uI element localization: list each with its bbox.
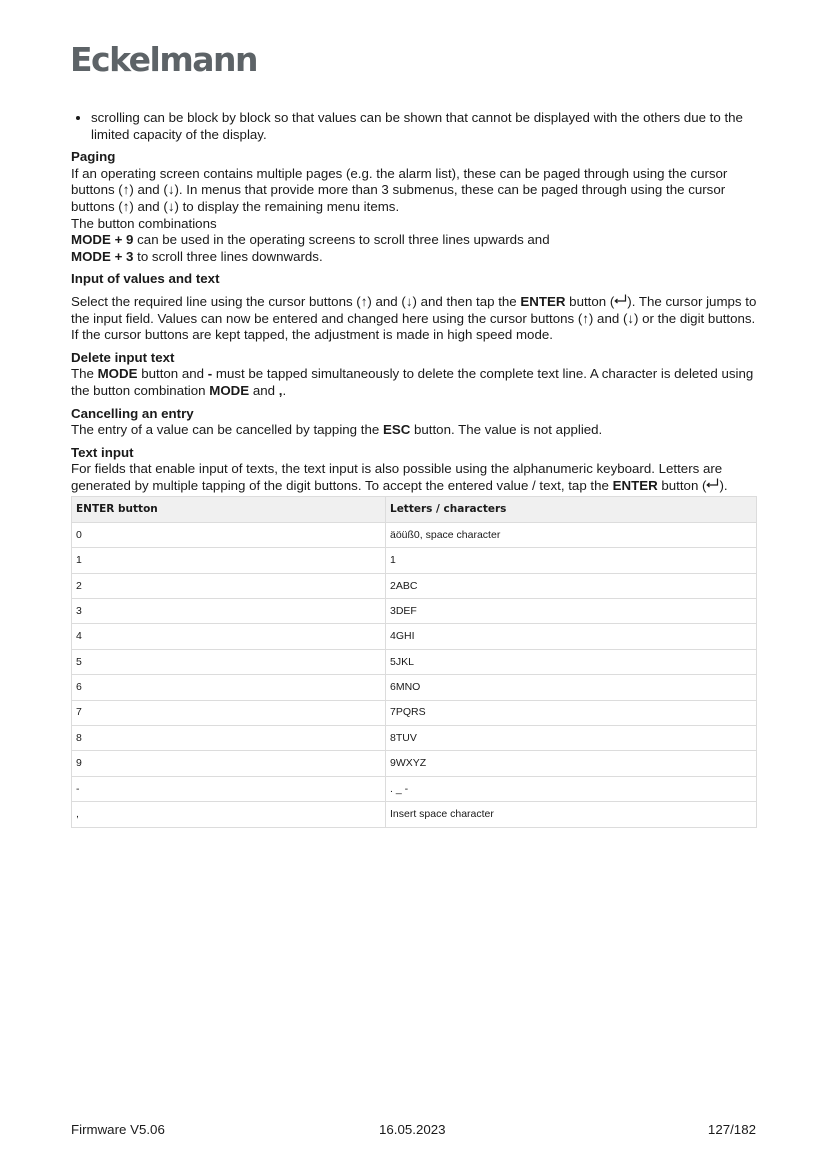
footer-firmware-version: Firmware V5.06 [71, 1122, 165, 1137]
delete-text-e: . [282, 382, 287, 398]
cancel-text-a: The entry of a value can be cancelled by tapping the [71, 422, 383, 438]
text-input-c: ). [719, 477, 728, 493]
table-row [72, 675, 757, 700]
table-cell: Insert space character [386, 802, 757, 827]
text-input-b: button ( [657, 477, 707, 493]
input-text-b: button ( [565, 293, 615, 309]
paging-combo-up [71, 232, 757, 249]
paging-combo-down [71, 249, 757, 266]
table-row [72, 573, 757, 598]
delete-text-b: button and [137, 366, 208, 382]
bullet-list [71, 110, 757, 143]
delete-mode-label-2: MODE [209, 382, 250, 398]
delete-input-text [71, 366, 757, 399]
table-row [72, 776, 757, 801]
table-cell: 7 [72, 700, 386, 725]
table-cell: , [72, 802, 386, 827]
table-cell: 3 [72, 599, 386, 624]
esc-label: ESC [382, 422, 411, 438]
cancel-text-b: button. The value is not applied. [410, 422, 603, 438]
paging-heading: Paging [71, 149, 116, 165]
table-row [72, 802, 757, 827]
table-row [72, 649, 757, 674]
input-values-text [71, 294, 757, 327]
list-item: • scrolling can be block by block so that values can be shown that cannot be displayed with the others due to the limited capacity of the display. [91, 110, 757, 143]
table-cell: 1 [72, 548, 386, 573]
delete-text-c: must be tapped simultaneously to delete the complete text line. A character is deleted using the button combination [71, 366, 754, 398]
input-values-heading: Input of values and text [71, 271, 220, 287]
table-cell: 2 [72, 573, 386, 598]
high-speed-text: If the cursor buttons are kept tapped, the adjustment is made in high speed mode. [71, 327, 553, 343]
table-cell: 9WXYZ [386, 751, 757, 776]
table-row [72, 725, 757, 750]
enter-label-2: ENTER [612, 477, 658, 493]
delete-text-d: and [249, 382, 279, 398]
table-cell: 4GHI [386, 624, 757, 649]
combo-mode-9: MODE + 9 [71, 232, 134, 248]
delete-comma-label: , [278, 382, 283, 398]
text-input-text [71, 461, 757, 494]
enter-key-icon [706, 478, 719, 489]
cancel-entry-heading: Cancelling an entry [71, 405, 194, 421]
table-cell: 1 [386, 548, 757, 573]
column-header-letters: Letters / characters [386, 497, 757, 522]
table-cell: 5 [72, 649, 386, 674]
footer-date: 16.05.2023 [379, 1122, 446, 1137]
table-cell: - [72, 776, 386, 801]
delete-text-a: The [71, 366, 98, 382]
paging-combinations-text: The button combinations [71, 215, 217, 231]
column-header-enter-button: ENTER button [72, 497, 386, 522]
table-row [72, 700, 757, 725]
table-cell: 5JKL [386, 649, 757, 674]
table-row [72, 624, 757, 649]
enter-label: ENTER [520, 293, 566, 309]
enter-key-icon [614, 294, 627, 305]
delete-minus-label: - [207, 366, 213, 382]
table-cell: 4 [72, 624, 386, 649]
delete-mode-label: MODE [97, 366, 138, 382]
table-cell: 6MNO [386, 675, 757, 700]
combo-down-text: to scroll three lines downwards. [133, 248, 323, 264]
table-cell: 2ABC [386, 573, 757, 598]
table-row [72, 751, 757, 776]
table-row [72, 522, 757, 547]
table-cell: äöüß0, space character [386, 522, 757, 547]
table-row [72, 548, 757, 573]
table-cell: 9 [72, 751, 386, 776]
input-text-c: ). The cursor jumps to the input field. Values can now be entered and changed here using the cursor buttons (↑) and (↓) or the digit buttons. [71, 293, 757, 326]
eckelmann-logo: Eckelmann [70, 40, 257, 79]
table-cell: 3DEF [386, 599, 757, 624]
document-body [71, 110, 757, 828]
enter-button-table [71, 496, 757, 827]
table-cell: 8 [72, 725, 386, 750]
table-cell: . _ - [386, 776, 757, 801]
table-cell: 8TUV [386, 725, 757, 750]
table-header-row [72, 497, 757, 522]
delete-input-heading: Delete input text [71, 349, 175, 365]
text-input-a: For fields that enable input of texts, the text input is also possible using the alphanumeric keyboard. Letters are generated by multiple tapping of the digit buttons. To accept the entered value / text, tap the [71, 461, 723, 493]
table-cell: 7PQRS [386, 700, 757, 725]
paging-text: If an operating screen contains multiple pages (e.g. the alarm list), these can be paged through using the cursor buttons (↑) and (↓). In menus that provide more than 3 submenus, these can be paged through using the cursor buttons (↑) and (↓) to display the remaining menu items. [71, 165, 728, 214]
text-input-heading: Text input [71, 444, 134, 460]
table-cell: 0 [72, 522, 386, 547]
footer-page-number: 127/182 [707, 1122, 756, 1137]
combo-mode-3: MODE + 3 [71, 248, 134, 264]
combo-up-text: can be used in the operating screens to scroll three lines upwards and [133, 232, 550, 248]
input-text-a: Select the required line using the cursor buttons (↑) and (↓) and then tap the [71, 293, 521, 309]
cancel-entry-text [71, 422, 757, 439]
table-cell: 6 [72, 675, 386, 700]
table-row [72, 599, 757, 624]
